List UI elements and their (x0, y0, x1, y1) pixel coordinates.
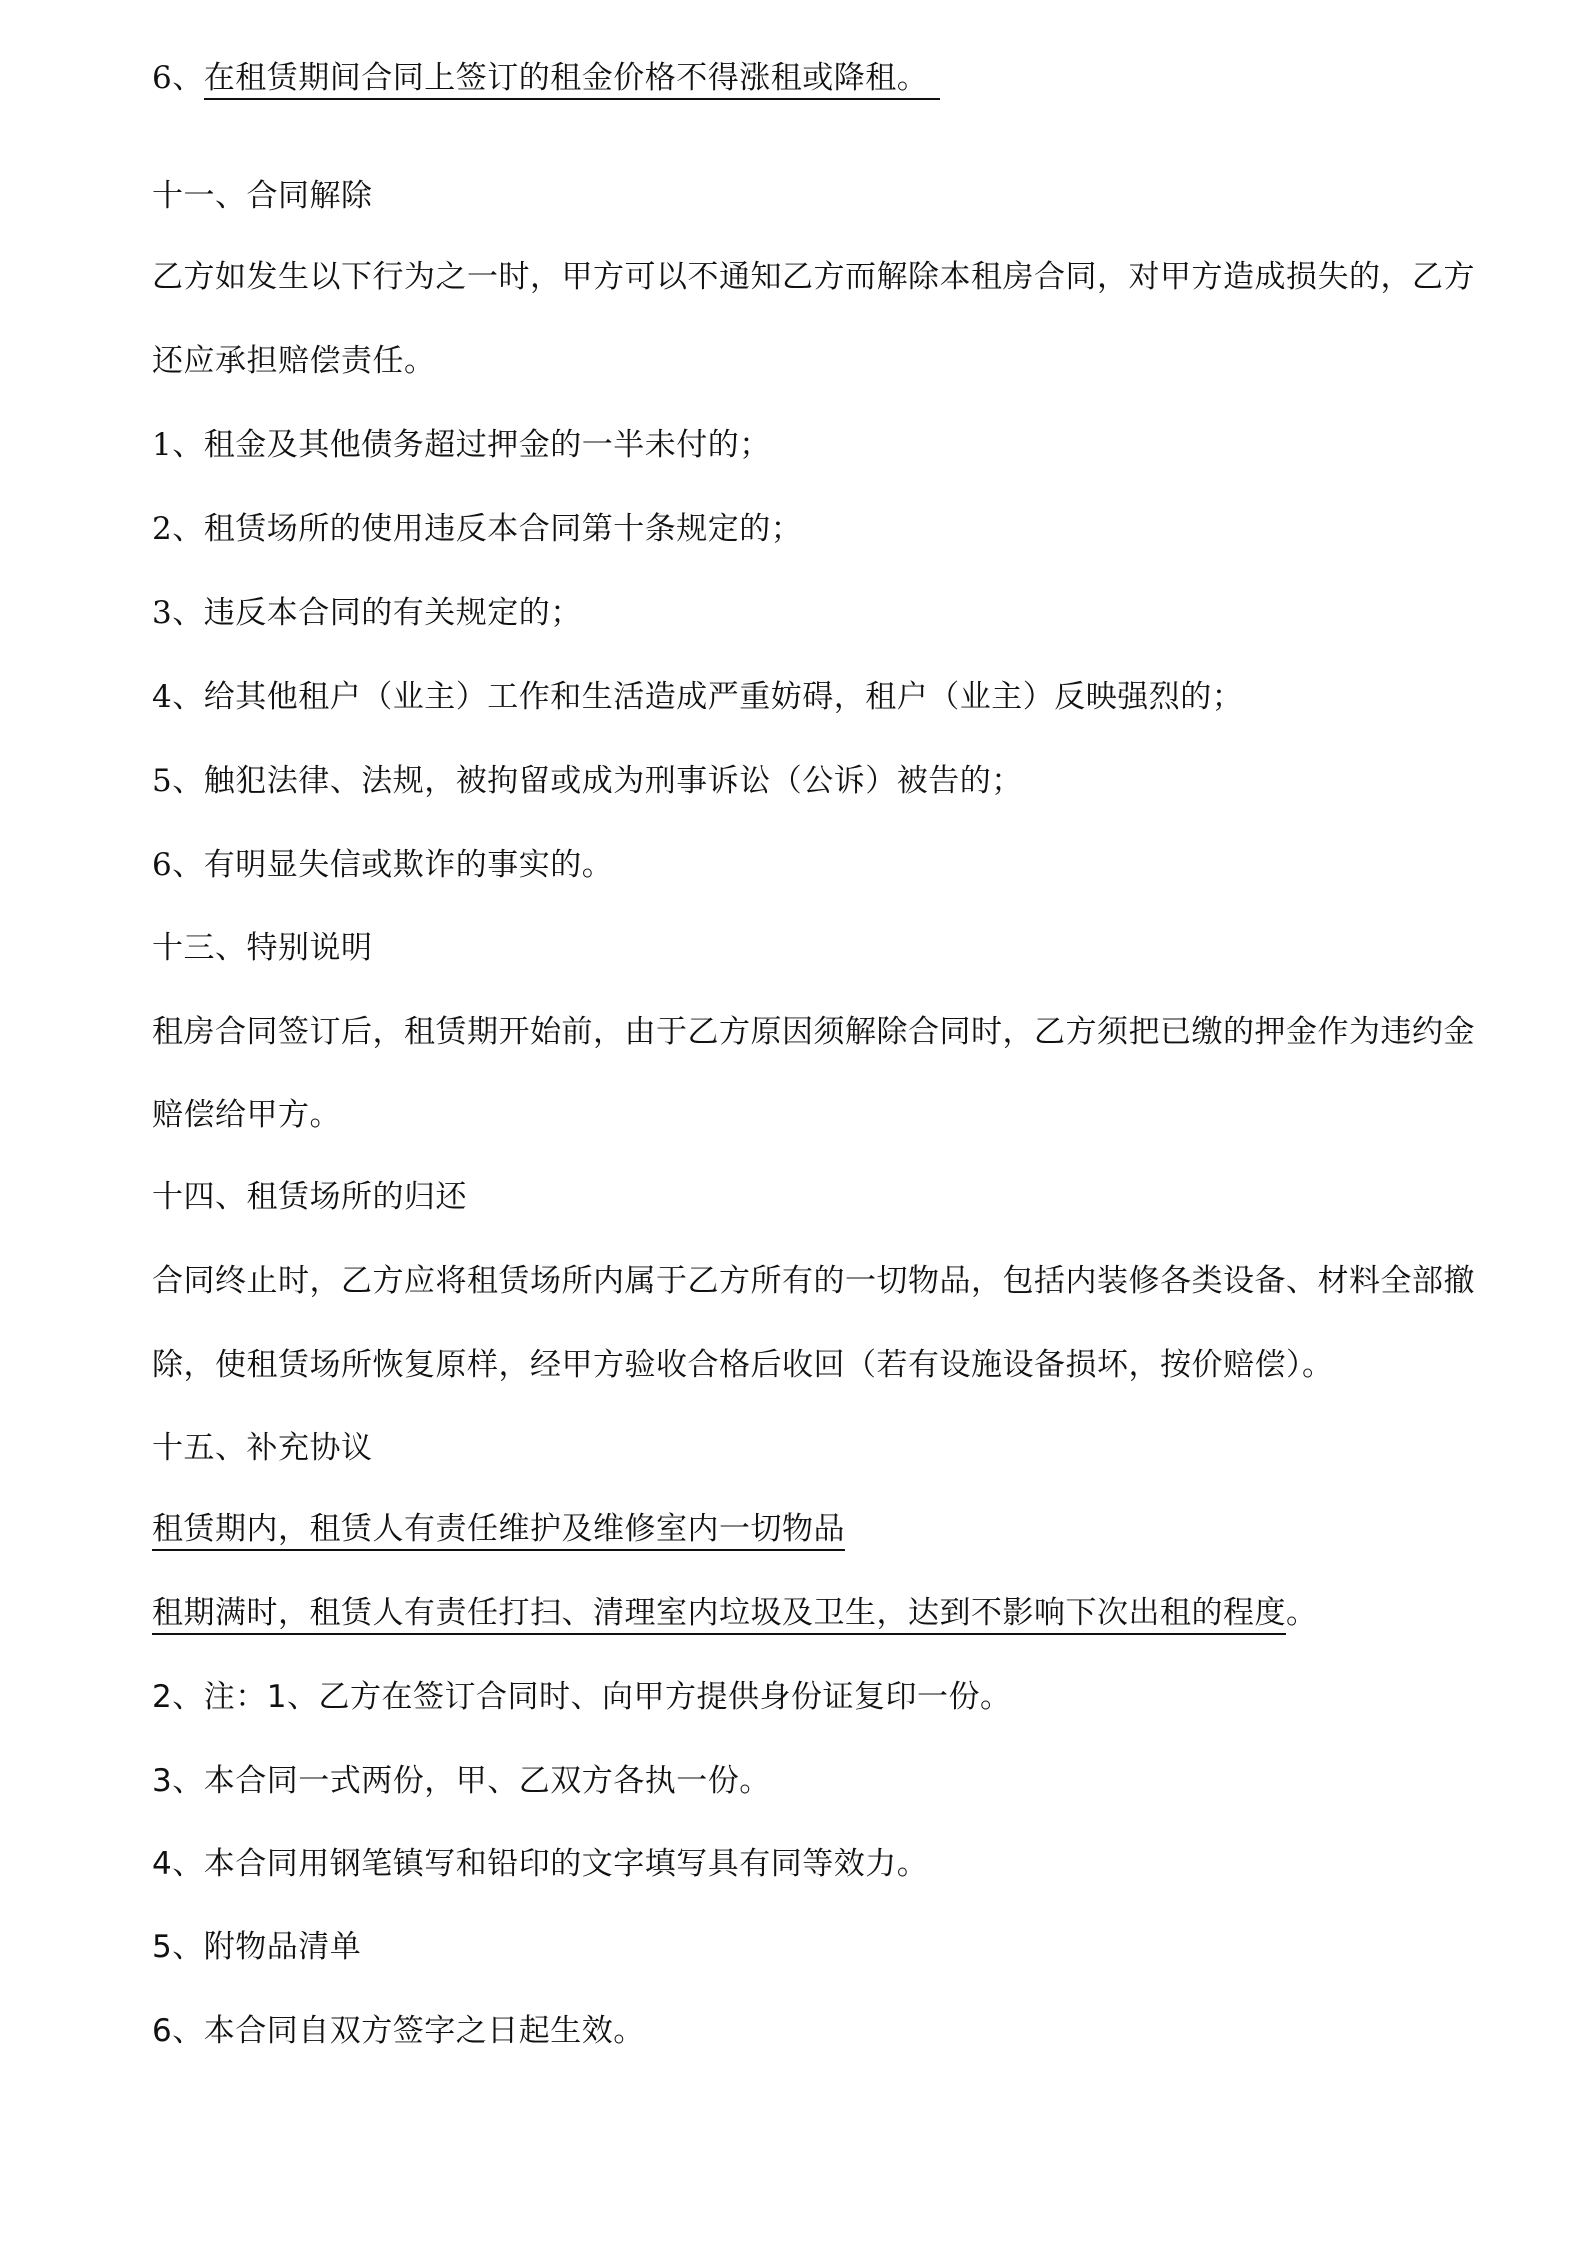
termination-item-1 (152, 425, 1522, 465)
note-5-item-list: 5、附物品清单 (152, 1929, 362, 1965)
section-14-line-1: 合同终止时，乙方应将租赁场所内属于乙方所有的一切物品，包括内装修各类设备、材料全部撤 (152, 1263, 1475, 1299)
clause-text: 给其他租户（业主）工作和生活造成严重妨碍，租户（业主）反映强烈的； (203, 679, 1244, 715)
note-6-effective-date: 6、本合同自双方签字之日起生效。 (152, 2013, 645, 2049)
clause-number: 6、 (152, 60, 204, 96)
termination-item-6 (152, 845, 1522, 885)
clause-text: 违反本合同的有关规定的； (203, 595, 582, 631)
section-heading-special-notes: 十三、特别说明 (152, 930, 373, 966)
clause-text: 租金及其他债务超过押金的一半未付的； (203, 427, 771, 463)
section-heading-premises-return: 十四、租赁场所的归还 (152, 1179, 467, 1215)
supplementary-line-2-period: 。 (1286, 1595, 1318, 1631)
clause-number: 4、 (152, 679, 204, 715)
section-13-line-1: 租房合同签订后，租赁期开始前，由于乙方原因须解除合同时，乙方须把已缴的押金作为违约金 (152, 1014, 1475, 1050)
termination-item-4 (152, 677, 1522, 717)
clause-text: 租赁场所的使用违反本合同第十条规定的； (203, 511, 803, 547)
clause-item-6-rent-price (152, 58, 1522, 100)
termination-item-5 (152, 761, 1522, 801)
termination-item-3 (152, 593, 1522, 633)
clause-text: 有明显失信或欺诈的事实的。 (203, 847, 614, 883)
note-3-two-copies: 3、本合同一式两份，甲、乙双方各执一份。 (152, 1763, 771, 1799)
note-2-id-copy: 2、注：1、乙方在签订合同时、向甲方提供身份证复印一份。 (152, 1679, 1012, 1715)
section-11-intro-line-2: 还应承担赔偿责任。 (152, 343, 436, 379)
section-13-line-2: 赔偿给甲方。 (152, 1097, 341, 1133)
clause-text: 触犯法律、法规，被拘留或成为刑事诉讼（公诉）被告的； (203, 763, 1023, 799)
termination-item-2 (152, 509, 1522, 549)
section-11-intro-line-1: 乙方如发生以下行为之一时，甲方可以不通知乙方而解除本租房合同，对甲方造成损失的，乙方 (152, 259, 1475, 295)
section-heading-contract-termination: 十一、合同解除 (152, 178, 373, 214)
clause-number: 3、 (152, 595, 204, 631)
section-14-line-2: 除，使租赁场所恢复原样，经甲方验收合格后收回（若有设施设备损坏，按价赔偿）。 (152, 1347, 1334, 1383)
clause-number: 5、 (152, 763, 204, 799)
clause-number: 6、 (152, 847, 204, 883)
supplementary-line-2 (152, 1593, 1522, 1635)
supplementary-line-1 (152, 1509, 1522, 1551)
clause-number: 1、 (152, 427, 204, 463)
underlined-clause-text: 在租赁期间合同上签订的租金价格不得涨租或降租。 (204, 60, 941, 100)
underlined-supplementary-text: 租期满时，租赁人有责任打扫、清理室内垃圾及卫生，达到不影响下次出租的程度 (152, 1595, 1286, 1635)
note-4-equal-validity: 4、本合同用钢笔镇写和铅印的文字填写具有同等效力。 (152, 1846, 929, 1882)
underlined-supplementary-text: 租赁期内，租赁人有责任维护及维修室内一切物品 (152, 1511, 845, 1551)
clause-number: 2、 (152, 511, 204, 547)
section-heading-supplementary-agreement: 十五、补充协议 (152, 1430, 373, 1466)
